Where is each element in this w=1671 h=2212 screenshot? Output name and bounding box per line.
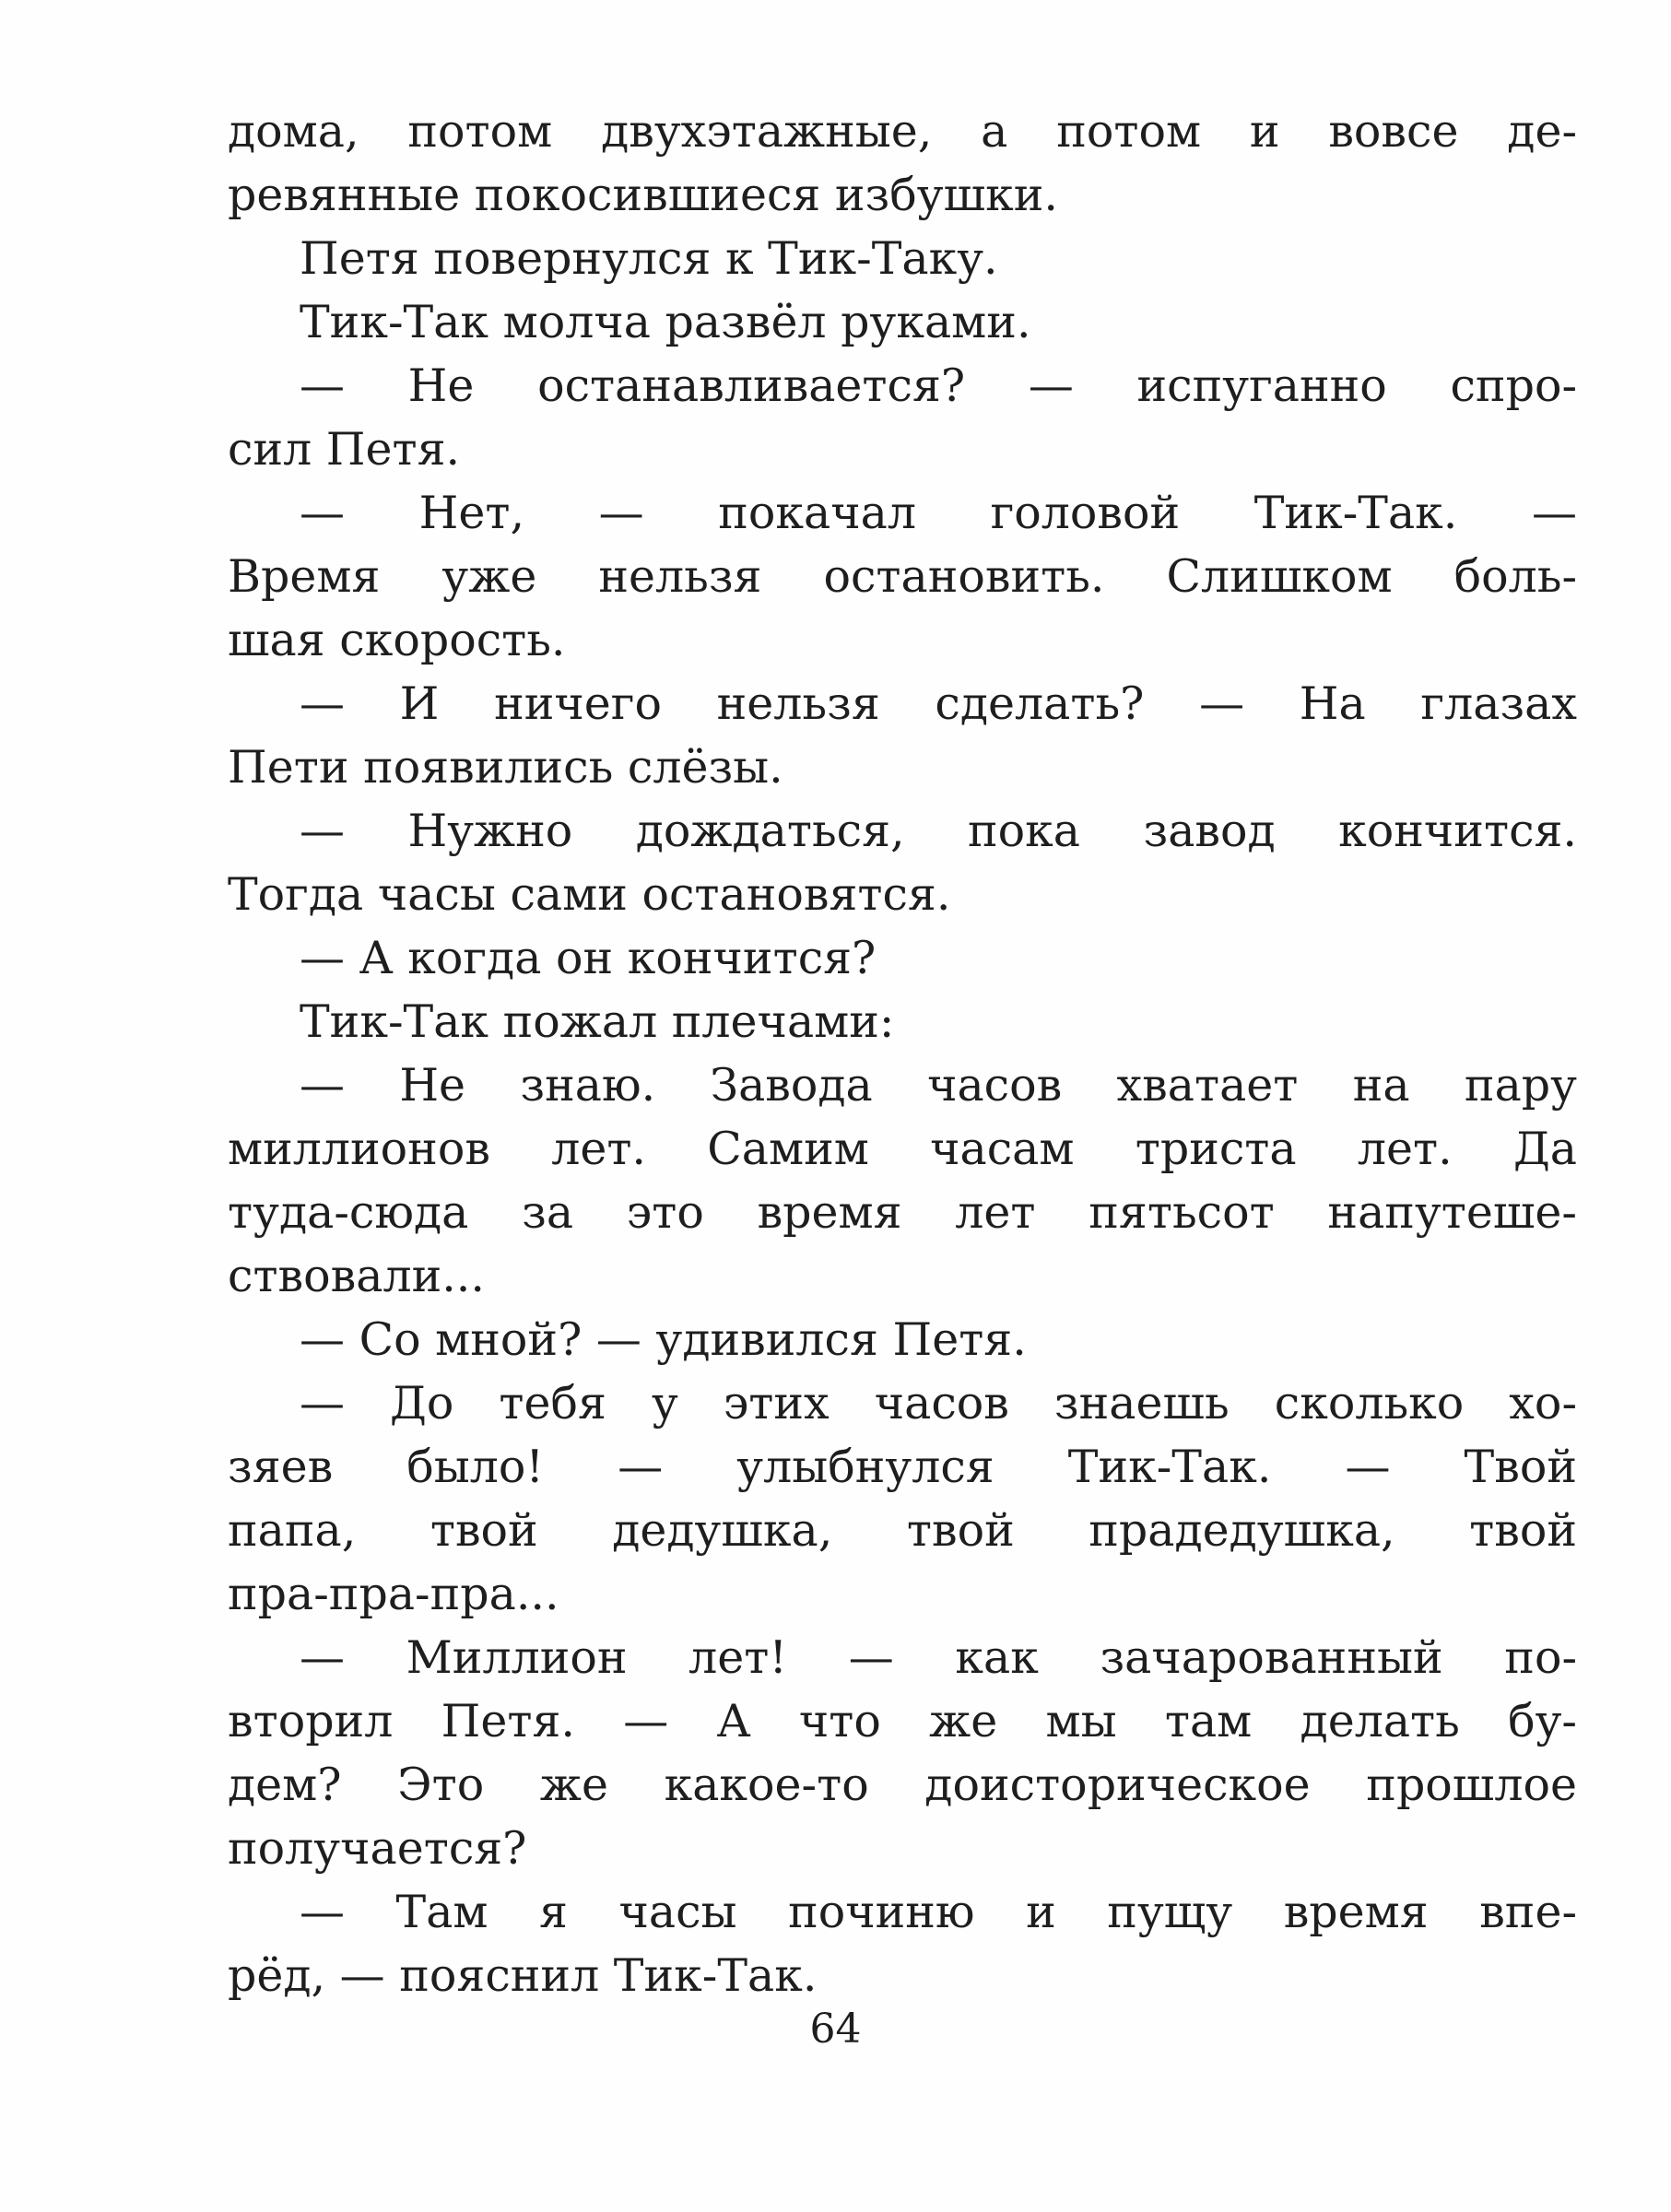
text-line: Время уже нельзя остановить. Слишком боль- [228,550,1577,603]
text-line: — Миллион лет! — как зачарованный по- [300,1631,1577,1684]
text-line: — А когда он кончится? [300,932,877,984]
text-line: вторил Петя. — А что же мы там делать бу- [228,1695,1577,1747]
page-number: 64 [809,2006,862,2053]
text-line: ревянные покосившиеся избушки. [228,169,1058,221]
text-line: — И ничего нельзя сделать? — На глазах [300,677,1577,730]
text-line: Петя повернулся к Тик-Таку. [300,232,998,285]
text-line: миллионов лет. Самим часам триста лет. Да [228,1123,1577,1175]
text-line: ствовали... [228,1250,485,1302]
text-line: дем? Это же какое-то доисторическое прошлое [228,1759,1577,1811]
text-line: Тик-Так пожал плечами: [300,995,895,1048]
text-line: папа, твой дедушка, твой прадедушка, твой [228,1504,1577,1557]
text-line: — Не останавливается? — испуганно спро- [300,359,1577,412]
text-line: — До тебя у этих часов знаешь сколько хо- [300,1377,1577,1430]
text-line: пра-пра-пра... [228,1568,559,1620]
body-text [228,100,1577,2007]
text-line: — Со мной? — удивился Петя. [300,1313,1027,1366]
text-line: Тогда часы сами остановятся. [228,868,951,921]
text-line: — Нужно дождаться, пока завод кончится. [300,805,1577,857]
text-line: Пети появились слёзы. [228,741,783,794]
text-line: — Там я часы починю и пущу время впе- [300,1886,1577,1938]
text-line: рёд, — пояснил Тик-Так. [228,1949,818,2002]
text-line: сил Петя. [228,423,461,476]
text-line: зяев было! — улыбнулся Тик-Так. — Твой [228,1441,1577,1493]
text-line: — Не знаю. Завода часов хватает на пару [300,1059,1577,1112]
text-line: Тик-Так молча развёл руками. [300,296,1031,348]
text-line: дома, потом двухэтажные, а потом и вовсе де- [228,105,1577,158]
text-line: получается? [228,1822,527,1875]
text-line: шая скорость. [228,614,566,666]
text-line: — Нет, — покачал головой Тик-Так. — [300,487,1577,539]
text-line: туда-сюда за это время лет пятьсот напутеше- [228,1186,1577,1239]
